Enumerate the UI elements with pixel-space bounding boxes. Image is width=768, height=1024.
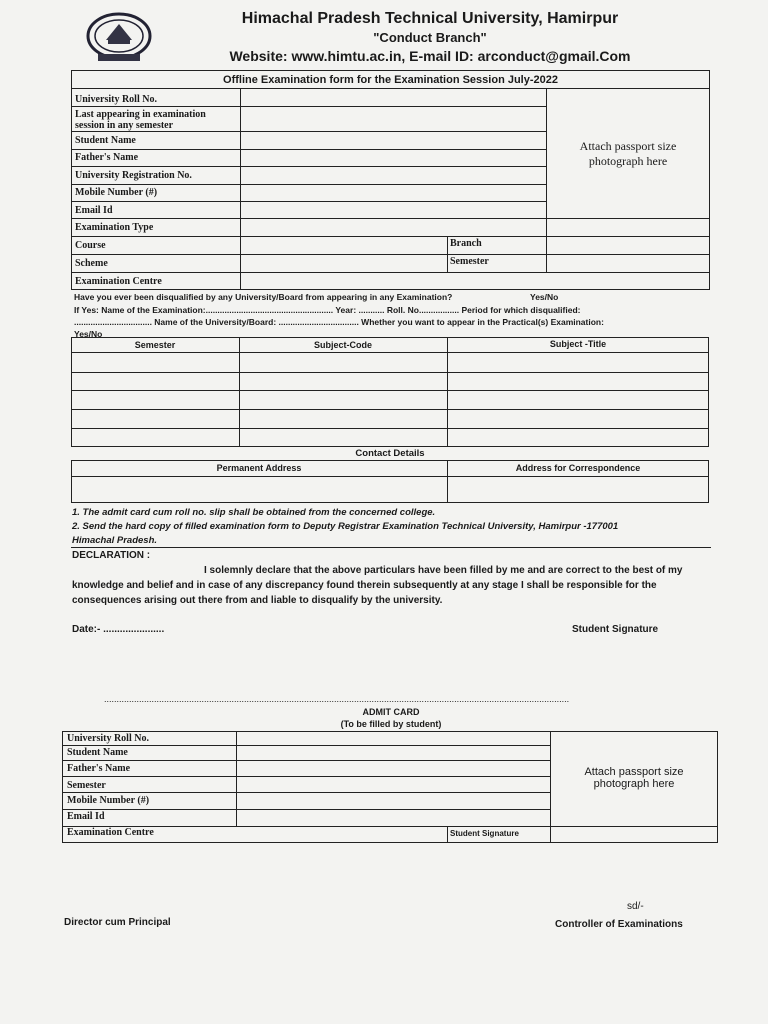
photo-text-2: photograph here: [588, 154, 668, 168]
subjects-table: [71, 337, 709, 447]
controller-label: Controller of Examinations: [555, 919, 683, 930]
admit-photo-text-2: photograph here: [593, 778, 675, 790]
declaration-title: DECLARATION :: [72, 550, 151, 561]
col-correspondence-address: Address for Correspondence: [515, 463, 641, 473]
university-name: Himachal Pradesh Technical University, Hamirpur: [241, 10, 619, 27]
input-student-name[interactable]: [241, 132, 545, 148]
input-correspondence-address[interactable]: [448, 477, 708, 502]
admit-input-mobile[interactable]: [237, 793, 549, 808]
input-semester[interactable]: [547, 255, 709, 271]
input-email[interactable]: [241, 202, 545, 217]
director-label: Director cum Principal: [64, 917, 171, 928]
label-father-name: Father's Name: [75, 152, 139, 163]
admit-input-exam-centre[interactable]: [237, 827, 446, 842]
label-email: Email Id: [75, 205, 113, 216]
label-registration-no: University Registration No.: [75, 170, 192, 181]
admit-label-father-name: Father's Name: [67, 763, 131, 774]
photo-text-1: Attach passport size: [579, 139, 677, 153]
admit-input-email[interactable]: [237, 810, 549, 825]
declaration-line-3: consequences arising out there from and liable to disqualify by the university.: [72, 595, 443, 606]
admit-input-father-name[interactable]: [237, 761, 549, 775]
col-semester: Semester: [134, 340, 176, 350]
input-last-appearing[interactable]: [241, 107, 545, 130]
admit-card-title: ADMIT CARD: [362, 707, 420, 717]
label-semester: Semester: [450, 256, 489, 267]
admit-input-roll-no[interactable]: [237, 732, 549, 744]
admit-label-roll-no: University Roll No.: [67, 733, 149, 744]
label-scheme: Scheme: [75, 258, 108, 269]
admit-label-email: Email Id: [67, 811, 105, 822]
input-registration-no[interactable]: [241, 167, 545, 183]
label-student-name: Student Name: [75, 135, 136, 146]
input-mobile[interactable]: [241, 185, 545, 200]
col-subject-title: Subject -Title: [549, 339, 607, 349]
disq-yesno: Yes/No: [530, 292, 559, 302]
input-scheme[interactable]: [241, 255, 446, 271]
date-field[interactable]: Date:- ......................: [72, 624, 165, 635]
admit-input-student-signature[interactable]: [551, 827, 717, 842]
form-title: Offline Examination form for the Examination Session July-2022: [223, 74, 558, 86]
admit-label-mobile: Mobile Number (#): [67, 795, 150, 806]
input-branch[interactable]: [547, 237, 709, 253]
admit-label-semester: Semester: [67, 780, 106, 791]
disq-question: Have you ever been disqualified by any University/Board from appearing in any Examination?: [74, 292, 453, 302]
note-2: 2. Send the hard copy of filled examination form to Deputy Registrar Examination Technical University, Hamirpur -177001: [72, 521, 619, 532]
cut-line: ..........................................................................................................................................................................................: [104, 694, 570, 704]
note-1: 1. The admit card cum roll no. slip shall be obtained from the concerned college.: [72, 507, 436, 518]
photo-placeholder[interactable]: [547, 89, 709, 218]
col-subject-code: Subject-Code: [313, 340, 372, 350]
label-roll-no: University Roll No.: [75, 94, 157, 105]
university-seal-logo: [84, 10, 154, 64]
student-signature-label: Student Signature: [572, 624, 659, 635]
disq-details: If Yes: Name of the Examination:...................................................... Year: ........... Roll. No................. Period for which disqualified:: [74, 305, 581, 315]
contact-details-title: Contact Details: [355, 448, 425, 459]
label-last-appearing-2: session in any semester: [75, 120, 174, 131]
admit-label-exam-centre: Examination Centre: [67, 827, 154, 838]
input-roll-no[interactable]: [241, 89, 545, 105]
label-mobile: Mobile Number (#): [75, 187, 158, 198]
input-father-name[interactable]: [241, 150, 545, 165]
admit-card-subtitle: (To be filled by student): [340, 719, 442, 729]
sd-mark: sd/-: [627, 901, 644, 912]
admit-photo-placeholder[interactable]: [551, 732, 717, 825]
declaration-line-1: I solemnly declare that the above particulars have been filled by me and are correct to the best of my: [204, 565, 683, 576]
label-last-appearing-1: Last appearing in examination: [75, 109, 206, 120]
admit-label-student-name: Student Name: [67, 747, 128, 758]
branch-name: "Conduct Branch": [373, 30, 487, 45]
admit-photo-text-1: Attach passport size: [584, 766, 684, 778]
label-exam-type: Examination Type: [75, 222, 154, 233]
label-branch: Branch: [450, 238, 482, 249]
input-course[interactable]: [241, 237, 446, 253]
note-3: Himachal Pradesh.: [72, 535, 158, 546]
admit-input-semester[interactable]: [237, 777, 549, 791]
admit-input-student-name[interactable]: [237, 746, 549, 759]
practical-yesno: Yes/No: [74, 329, 103, 339]
col-permanent-address: Permanent Address: [216, 463, 302, 473]
label-course: Course: [75, 240, 106, 251]
input-exam-type[interactable]: [241, 219, 709, 235]
admit-label-student-signature: Student Signature: [450, 829, 519, 838]
input-permanent-address[interactable]: [72, 477, 446, 502]
label-exam-centre: Examination Centre: [75, 276, 162, 287]
disq-board-practical: ................................. Name of the University/Board: .................................. Whether you want to appear in the Practical(s) Examination:: [74, 317, 604, 327]
contact-line: Website: www.himtu.ac.in, E-mail ID: arconduct@gmail.Com: [229, 48, 631, 64]
input-exam-centre[interactable]: [241, 273, 709, 289]
declaration-line-2: knowledge and belief and in case of any discrepancy found therein subsequently at any stage I shall be responsible for the: [72, 580, 657, 591]
